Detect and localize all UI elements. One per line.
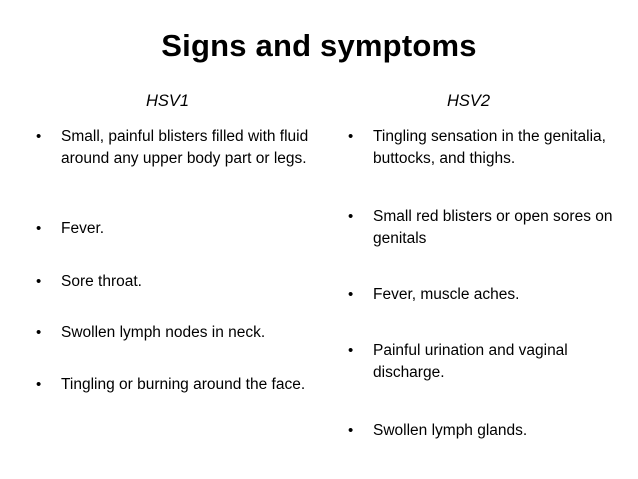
- bullet-icon: •: [348, 422, 354, 439]
- list-item: [348, 284, 628, 306]
- symptom-text: Painful urination and vaginal discharge.: [373, 342, 568, 381]
- list-item: [36, 218, 321, 240]
- symptom-text: Tingling sensation in the genitalia, buttocks, and thighs.: [373, 128, 606, 167]
- list-item: [36, 271, 321, 293]
- bullet-icon: •: [348, 286, 354, 303]
- bullet-icon: •: [36, 273, 42, 290]
- bullet-icon: •: [348, 342, 354, 359]
- bullet-icon: •: [36, 128, 42, 145]
- symptom-text: Fever, muscle aches.: [373, 286, 520, 303]
- hsv2-heading: HSV2: [447, 92, 491, 110]
- symptom-text: Sore throat.: [61, 273, 142, 290]
- bullet-icon: •: [36, 324, 42, 341]
- symptom-text: Swollen lymph glands.: [373, 422, 528, 439]
- slide-title: Signs and symptoms: [161, 28, 477, 63]
- bullet-icon: •: [348, 208, 354, 225]
- list-item: [36, 374, 321, 396]
- bullet-icon: •: [36, 220, 42, 237]
- symptom-text: Swollen lymph nodes in neck.: [61, 324, 266, 341]
- symptom-text: Small, painful blisters filled with fluid around any upper body part or legs.: [61, 128, 309, 167]
- list-item: [348, 206, 628, 250]
- list-item: [348, 340, 628, 384]
- symptom-text: Fever.: [61, 220, 105, 237]
- list-item: [36, 126, 321, 170]
- bullet-icon: •: [348, 128, 354, 145]
- hsv1-heading: HSV1: [146, 92, 190, 110]
- bullet-icon: •: [36, 376, 42, 393]
- symptom-text: Tingling or burning around the face.: [61, 376, 306, 393]
- symptom-text: Small red blisters or open sores on genitals: [373, 208, 613, 247]
- list-item: [348, 126, 628, 170]
- list-item: [348, 420, 628, 442]
- list-item: [36, 322, 321, 344]
